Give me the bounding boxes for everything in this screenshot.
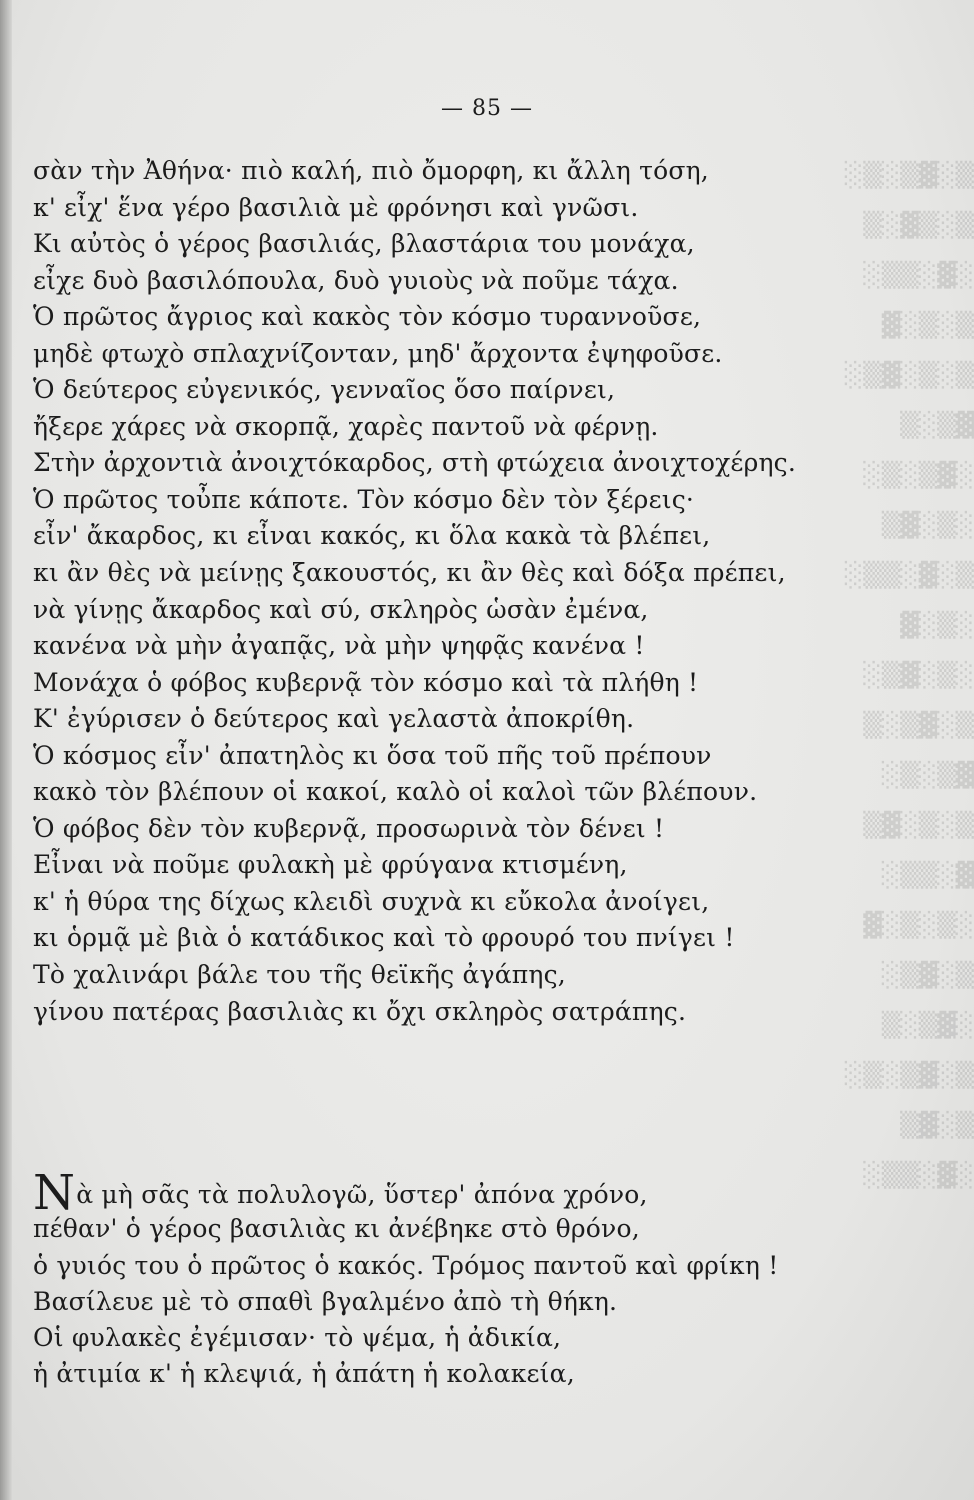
verse-line: Στὴν ἀρχοντιὰ ἀνοιχτόκαρδος, στὴ φτώχεια ἀνοιχτοχέρης. [33, 448, 796, 478]
verse-line: Οἱ φυλακὲς ἐγέμισαν· τὸ ψέμα, ἡ ἀδικία, [33, 1323, 562, 1353]
verse-line: Κ' ἐγύρισεν ὁ δεύτερος καὶ γελαστὰ ἀποκρίθη. [33, 704, 635, 734]
verse-line: ὁ γυιός του ὁ πρῶτος ὁ κακός. Τρόμος παντοῦ καὶ φρίκη ! [33, 1250, 779, 1280]
verse-line-text: ὰ μὴ σᾶς τὰ πολυλογῶ, ὕστερ' ἀπόνα χρόνο, [76, 1180, 648, 1209]
verse-line: Ὁ δεύτερος εὐγενικός, γενναῖος ὅσο παίρνει, [33, 375, 616, 405]
verse-line: ἤξερε χάρες νὰ σκορπᾷ, χαρὲς παντοῦ νὰ φέρνῃ. [33, 411, 659, 441]
page-gutter [0, 0, 12, 1500]
stanza-1 [33, 153, 938, 1030]
verse-line: κ' ἡ θύρα της δίχως κλειδὶ συχνὰ κι εὔκολα ἀνοίγει, [33, 886, 710, 916]
drop-cap: Ν [33, 1165, 76, 1221]
verse-line: ἡ ἀτιμία κ' ἡ κλεψιά, ἡ ἀπάτη ἡ κολακεία, [33, 1359, 575, 1389]
stanza-2 [33, 1165, 938, 1393]
verse-line: Ὁ φόβος δὲν τὸν κυβερνᾷ, προσωρινὰ τὸν δένει ! [33, 813, 665, 843]
page-number: — 85 — [441, 96, 533, 121]
verse-line: εἶν' ἄκαρδος, κι εἶναι κακός, κι ὅλα κακὰ τὰ βλέπει, [33, 521, 711, 551]
verse-line: Μονάχα ὁ φόβος κυβερνᾷ τὸν κόσμο καὶ τὰ πλήθη ! [33, 667, 699, 697]
verse-line: σὰν τὴν Ἀθήνα· πιὸ καλή, πιὸ ὄμορφη, κι ἄλλη τόση, [33, 156, 709, 185]
verse-line: νὰ γίνῃς ἄκαρδος καὶ σύ, σκληρὸς ὡσὰν ἐμένα, [33, 594, 649, 624]
verse-line: Βασίλευε μὲ τὸ σπαθὶ βγαλμένο ἀπὸ τὴ θήκη. [33, 1286, 618, 1316]
verse-line: κι ὁρμᾷ μὲ βιὰ ὁ κατάδικος καὶ τὸ φρουρό του πνίγει ! [33, 923, 735, 953]
verse-line: πέθαν' ὁ γέρος βασιλιὰς κι ἀνέβηκε στὸ θρόνο, [33, 1214, 640, 1244]
verse-line: Κι αὐτὸς ὁ γέρος βασιλιάς, βλαστάρια του μονάχα, [33, 229, 695, 259]
bleed-through-text: ░▒░▒▓░▒ ▒░▓▒░▒ ░▒▒░▓░ ▓░▒░▒ ░▒▓░▒░▒ ▒░▒▓ ░▒░▒▓░ ▒▓░▒░ ░▒▒░▓░▒ ▓░▒░ ░▒▓░▒░ ▒░▒▓░▒ ░▒░▒▓ ▒▓░▒░▒ ░▒▒░▓ ▓░▒░▒░ ░▒▓░▒ ▒░▒▓░ ░▒░▒▓░▒ ▒▓░▒ ░▒▒░▓░ [844, 161, 974, 1189]
verse-line: κ' εἶχ' ἕνα γέρο βασιλιὰ μὲ φρόνησι καὶ γνῶσι. [33, 192, 639, 222]
verse-line: Εἶναι νὰ ποῦμε φυλακὴ μὲ φρύγανα κτισμένη, [33, 850, 628, 880]
verse-line: γίνου πατέρας βασιλιὰς κι ὄχι σκληρὸς σατράπης. [33, 996, 687, 1026]
verse-line: κι ἂν θὲς νὰ μείνῃς ξακουστός, κι ἂν θὲς καὶ δόξα πρέπει, [33, 558, 786, 588]
verse-line: κανένα νὰ μὴν ἀγαπᾷς, νὰ μὴν ψηφᾷς κανένα ! [33, 631, 645, 661]
verse-line: κακὸ τὸν βλέπουν οἱ κακοί, καλὸ οἱ καλοὶ τῶν βλέπουν. [33, 777, 758, 807]
verse-line [33, 1165, 938, 1221]
verse-line: Ὁ κόσμος εἶν' ἀπατηλὸς κι ὅσα τοῦ πῆς τοῦ πρέπουν [33, 740, 712, 770]
verse-line: Ὁ πρῶτος ἄγριος καὶ κακὸς τὸν κόσμο τυραννοῦσε, [33, 302, 702, 332]
verse-line: Ὁ πρῶτος τοὖπε κάποτε. Τὸν κόσμο δὲν τὸν ξέρεις· [33, 484, 695, 514]
verse-line: εἶχε δυὸ βασιλόπουλα, δυὸ γυιοὺς νὰ ποῦμε τάχα. [33, 265, 679, 295]
verse-line: Τὸ χαλινάρι βάλε του τῆς θεϊκῆς ἀγάπης, [33, 960, 566, 990]
verse-line: μηδὲ φτωχὸ σπλαχνίζονταν, μηδ' ἄρχοντα ἐψηφοῦσε. [33, 338, 723, 368]
